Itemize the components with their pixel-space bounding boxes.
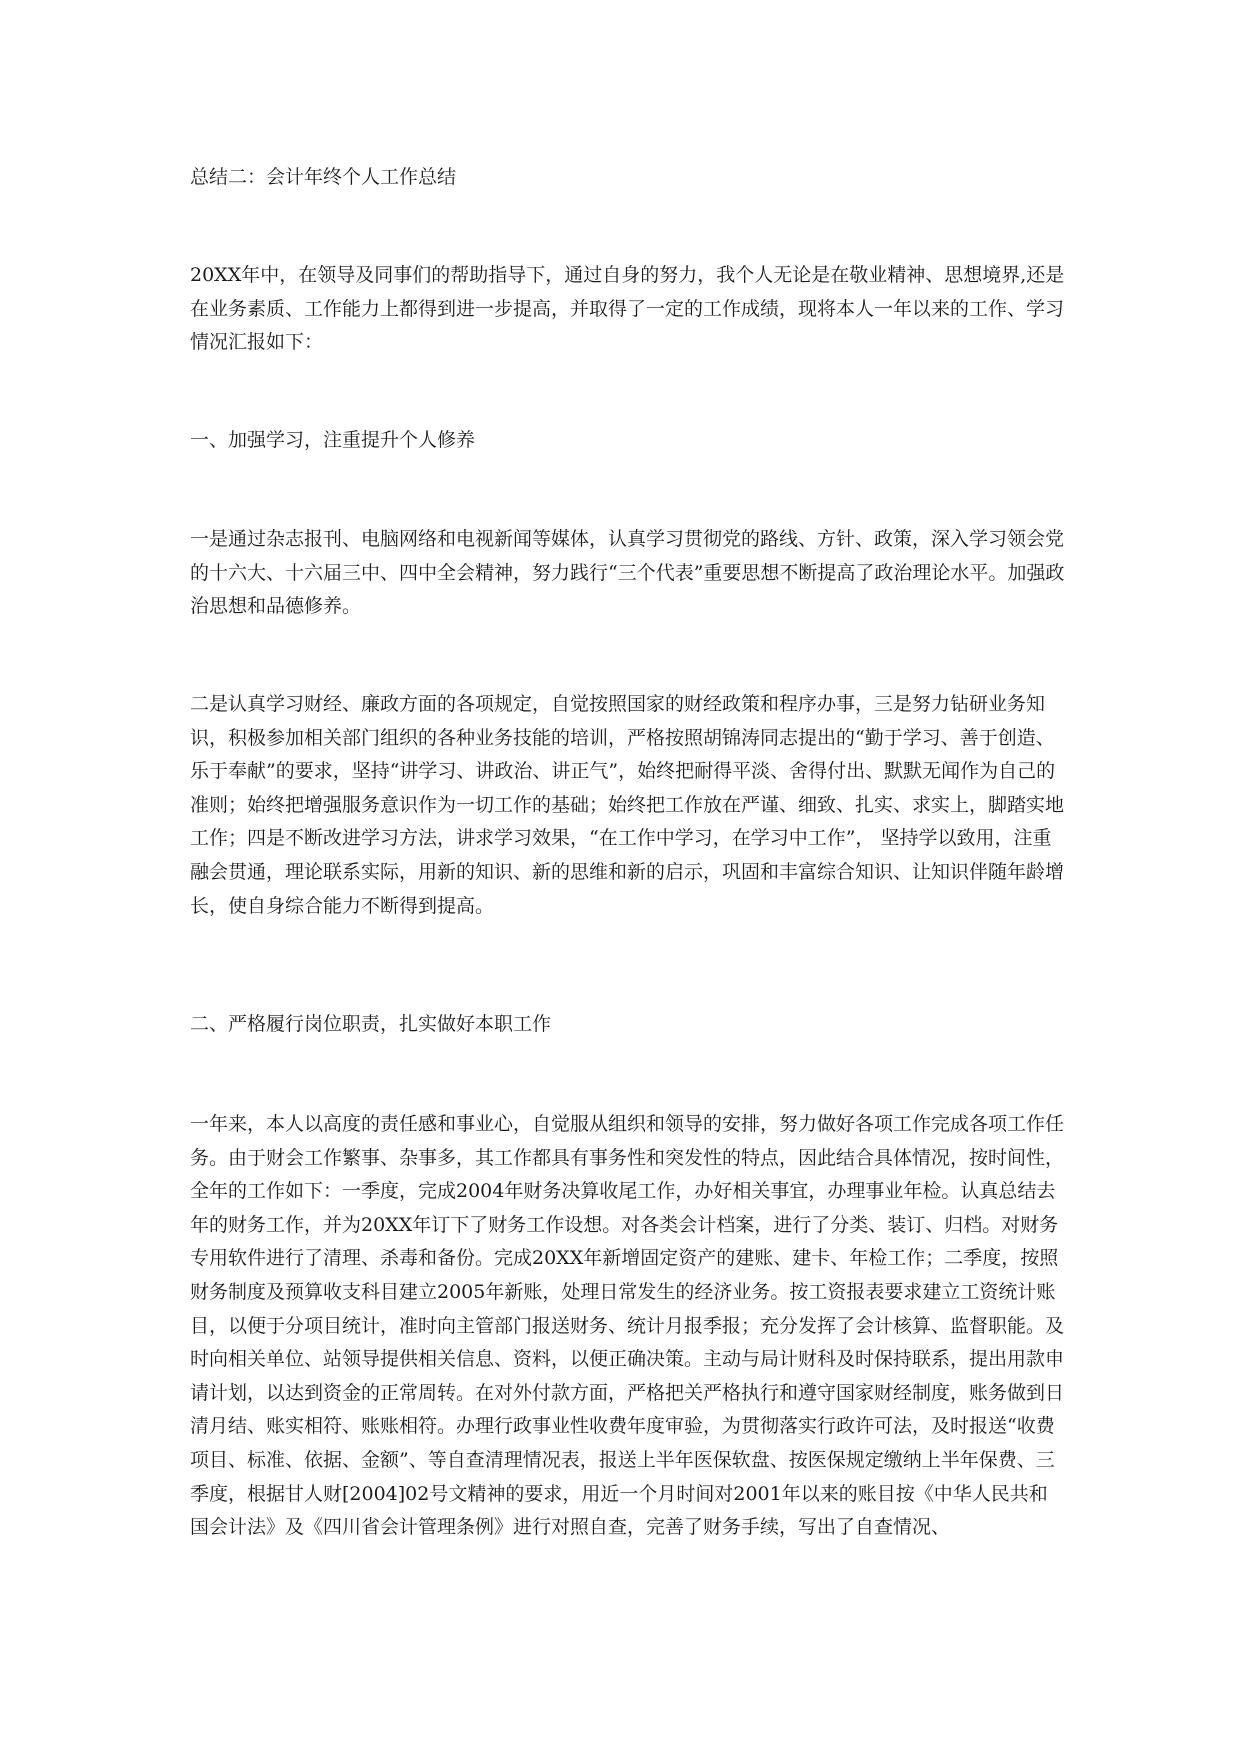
intro-paragraph: 20XX年中，在领导及同事们的帮助指导下，通过自身的努力，我个人无论是在敬业精神、思想境界,还是在业务素质、工作能力上都得到进一步提高，并取得了一定的工作成绩，现将本人一年以来的工作、学习情况汇报如下：	[190, 264, 1065, 354]
section2-paragraph-1: 一年来，本人以高度的责任感和事业心，自觉服从组织和领导的安排，努力做好各项工作完成各项工作任务。由于财会工作繁事、杂事多，其工作都具有事务性和突发性的特点，因此结合具体情况，按时间性，全年的工作如下：一季度，完成2004年财务决算收尾工作，办好相关事宜，办理事业年检。认真总结去年的财务工作，并为20XX年订下了财务工作设想。对各类会计档案，进行了分类、装订、归档。对财务专用软件进行了清理、杀毒和备份。完成20XX年新增固定资产的建账、建卡、年检工作；二季度，按照财务制度及预算收支科目建立2005年新账，处理日常发生的经济业务。按工资报表要求建立工资统计账目，以便于分项目统计，准时向主管部门报送财务、统计月报季报；充分发挥了会计核算、监督职能。及时向相关单位、站领导提供相关信息、资料，以便正确决策。主动与局计财科及时保持联系，提出用款申请计划，以达到资金的正常周转。在对外付款方面，严格把关严格执行和遵守国家财经制度，账务做到日清月结、账实相符、账账相符。办理行政事业性收费年度审验，为贯彻落实行政许可法，及时报送“收费项目、标准、依据、金额”、等自查清理情况表，报送上半年医保软盘、按医保规定缴纳上半年保费、三季度，根据甘人财[2004]02号文精神的要求，用近一个月时间对2001年以来的账目按《中华人民共和国会计法》及《四川省会计管理条例》进行对照自查，完善了财务手续，写出了自查情况、	[190, 1113, 1065, 1539]
section1-paragraph-2: 二是认真学习财经、廉政方面的各项规定，自觉按照国家的财经政策和程序办事，三是努力钻研业务知识，积极参加相关部门组织的各种业务技能的培训，严格按照胡锦涛同志提出的“勤于学习、善于创造、乐于奉献”的要求，坚持“讲学习、讲政治、讲正气”，始终把耐得平淡、舍得付出、默默无闻作为自己的准则；始终把增强服务意识作为一切工作的基础；始终把工作放在严谨、细致、扎实、求实上，脚踏实地工作；四是不断改进学习方法，讲求学习效果，“在工作中学习，在学习中工作”， 坚持学以致用，注重融会贯通，理论联系实际，用新的知识、新的思维和新的启示，巩固和丰富综合知识、让知识伴随年龄增长，使自身综合能力不断得到提高。	[190, 693, 1065, 917]
section-heading-1: 一、加强学习，注重提升个人修养	[190, 429, 476, 451]
section1-paragraph-1: 一是通过杂志报刊、电脑网络和电视新闻等媒体，认真学习贯彻党的路线、方针、政策，深入学习领会党的十六大、十六届三中、四中全会精神，努力践行“三个代表”重要思想不断提高了政治理论水平。加强政治思想和品德修养。	[190, 528, 1065, 618]
section-heading-2: 二、严格履行岗位职责，扎实做好本职工作	[190, 1013, 552, 1035]
document-title: 总结二：会计年终个人工作总结	[190, 166, 457, 188]
